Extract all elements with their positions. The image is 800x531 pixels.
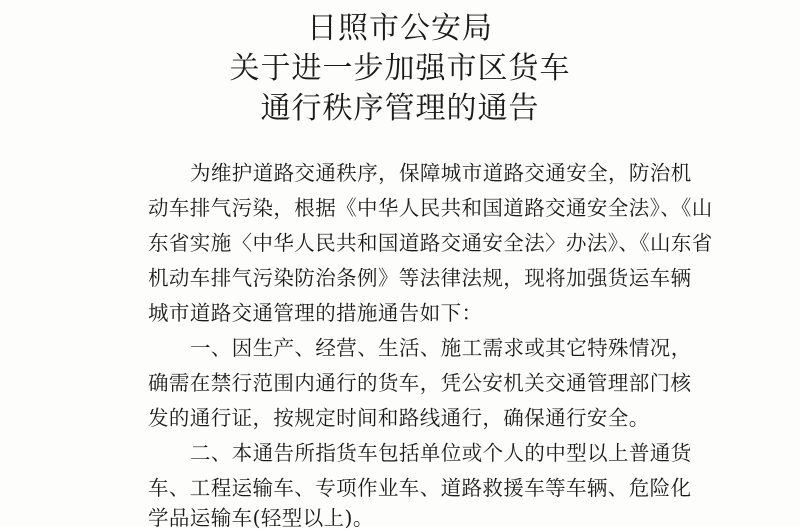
body-line-11: 学品运输车(轻型以上)。: [148, 506, 374, 530]
body-line-3: 东省实施〈中华人民共和国道路交通安全法〉办法》、《山东省: [148, 231, 713, 255]
body-line-4: 机动车排气污染防治条例》等法律法规，现将加强货运车辆: [148, 266, 692, 290]
body-line-5: 城市道路交通管理的措施通告如下：: [148, 301, 483, 325]
body-line-9: 二、本通告所指货车包括单位或个人的中型以上普通货: [190, 441, 692, 465]
title-line-2: 关于进一步加强市区货车: [229, 51, 571, 86]
body-line-8: 发的通行证，按规定时间和路线通行，确保通行安全。: [148, 406, 650, 430]
title-line-1: 日照市公安局: [307, 11, 493, 46]
body-line-2: 动车排气污染，根据《中华人民共和国道路交通安全法》、《山: [148, 196, 713, 220]
body-line-10: 车、工程运输车、专项作业车、道路救援车等车辆、危险化: [148, 476, 692, 500]
body-line-1: 为维护道路交通秩序，保障城市道路交通安全，防治机: [190, 161, 692, 185]
title-line-3: 通行秩序管理的通告: [260, 91, 540, 126]
body-line-6: 一、因生产、经营、生活、施工需求或其它特殊情况，: [190, 336, 692, 360]
body-line-7: 确需在禁行范围内通行的货车，凭公安机关交通管理部门核: [148, 371, 692, 395]
